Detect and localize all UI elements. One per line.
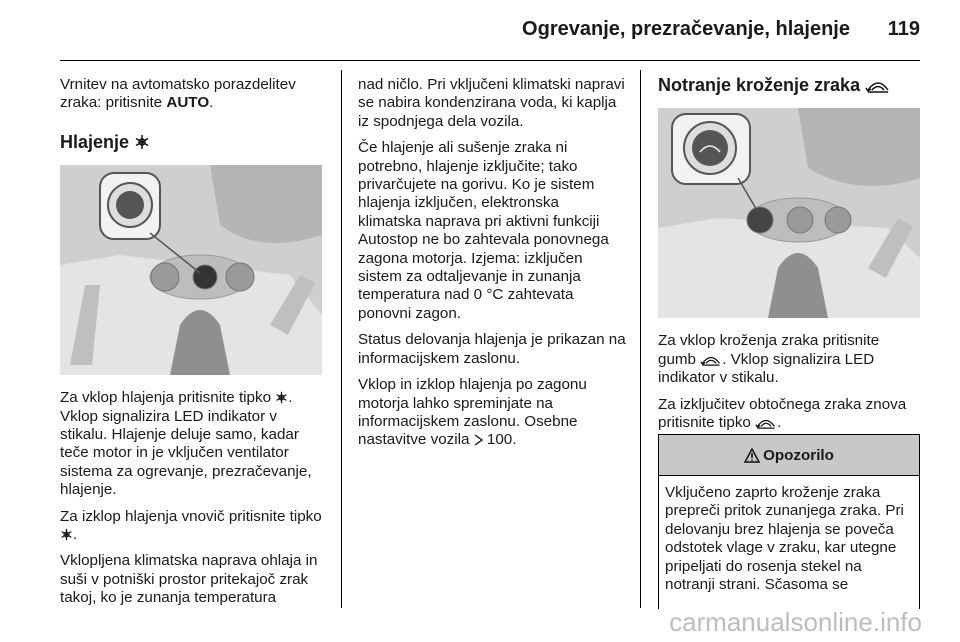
condensation-paragraph: nad ničlo. Pri vključeni klimatski napravi se nabira kondenzirana voda, ki kaplja iz spodnjega dela vozila. [358,76,625,130]
recirculation-icon [865,79,891,93]
page-ref-arrow-icon [474,434,483,446]
recirculation-off-paragraph: Za izključitev obtočnega zraka znova pritisnite tipko . [658,395,907,432]
ac-paragraph: Vklopljena klimatska naprava ohlaja in suši v potniški prostor pritekajoč zrak takoj, ko je zunanja temperatura [60,552,318,607]
warning-text: Vključeno zaprto kroženje zraka prepreči pritok zunanjega zraka. Pri delovanju brez hlajenja se poveča odstotek vlage v zraku, kar utegne pripeljati do rosenja stekel na notranji strani. Sčasoma se [665,484,904,594]
auto-label: AUTO [166,94,210,112]
snowflake-icon [275,391,288,404]
intro-paragraph: Vrnitev na avtomatsko porazdelitev zraka: pritisnite AUTO. [60,76,296,112]
fuel-saving-paragraph: Če hlajenje ali sušenje zraka ni potrebno, hlajenje izključite; tako privarčujete na gorivu. Ko je sistem hlajenja izključen, elektronska klimatska naprava pri aktivni funkciji Autostop ne bo zahtevala ponovnega zagona motorja. Izjema: izključen sistem za odtaljevanje in zunanja temperatura nad 0 °C zahtevata ponovni zagon. [358,139,609,322]
cooling-off-paragraph: Za izklop hlajenja vnovič pritisnite tipko . [60,507,322,544]
warning-header [659,435,919,476]
warning-box [658,434,920,609]
recirculation-on-paragraph: Za vklop kroženja zraka pritisnite gumb . Vklop signalizira LED indikator v stikalu. [658,332,880,387]
cooling-heading: Hlajenje [60,133,328,151]
warning-title: Opozorilo [763,446,834,464]
recirculation-button-photo [658,108,920,318]
header-rule [60,60,920,61]
column-divider [640,70,641,608]
recirculation-icon [755,417,777,429]
page-number: 119 [887,18,920,40]
status-paragraph: Status delovanja hlajenja je prikazan na informacijskem zaslonu. [358,331,626,367]
recirculation-icon [700,354,722,366]
column-1 [60,76,328,616]
column-divider [341,70,342,608]
snowflake-icon [134,134,150,150]
recirculation-heading: Notranje kroženje zraka [658,76,920,94]
watermark: carmanualsonline.info [669,607,922,637]
page-header-title: Ogrevanje, prezračevanje, hlajenje [522,18,850,40]
cooling-button-photo [60,165,322,375]
warning-triangle-icon [744,448,760,463]
snowflake-icon [60,528,73,541]
column-2 [358,76,626,458]
page-reference[interactable]: 100 [486,431,513,449]
cooling-on-paragraph: Za vklop hlajenja pritisnite tipko . Vklop signalizira LED indikator v stikalu. Hlajenje deluje samo, kadar teče motor in je vključen ventilator sistema za ogrevanje, prezračevanje, hlajenje. [60,389,312,499]
settings-paragraph: Vklop in izklop hlajenja po zagonu motorja lahko spreminjate na informacijskem zaslonu. Osebne nastavitve vozila 100. [358,376,587,449]
column-3 [658,76,920,440]
